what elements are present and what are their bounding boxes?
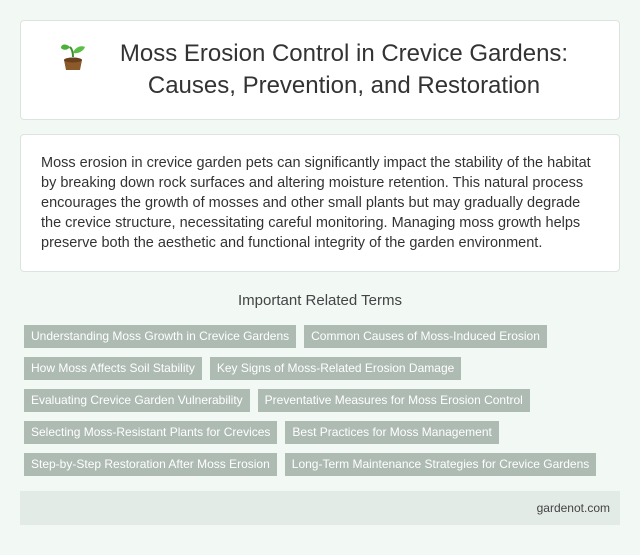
- related-term-tag[interactable]: Step-by-Step Restoration After Moss Erosion: [24, 453, 277, 476]
- page-title: Moss Erosion Control in Crevice Gardens: Causes, Prevention, and Restoration: [119, 40, 569, 99]
- tag-row: [24, 325, 624, 348]
- tag-row: [24, 389, 624, 412]
- related-term-tag[interactable]: Preventative Measures for Moss Erosion Control: [258, 389, 530, 412]
- title-card: [20, 20, 620, 120]
- tag-row: [24, 357, 624, 380]
- related-term-tag[interactable]: Selecting Moss-Resistant Plants for Crevices: [24, 421, 277, 444]
- tag-row: [24, 453, 624, 476]
- related-term-tag[interactable]: Common Causes of Moss-Induced Erosion: [304, 325, 547, 348]
- description-card: [20, 134, 620, 272]
- related-term-tag[interactable]: Best Practices for Moss Management: [285, 421, 498, 444]
- related-term-tag[interactable]: Key Signs of Moss-Related Erosion Damage: [210, 357, 461, 380]
- related-terms-heading: Important Related Terms: [238, 292, 402, 309]
- sprout-icon: [60, 41, 86, 71]
- related-terms-list: [24, 325, 624, 485]
- title-wrap: [60, 38, 580, 102]
- tag-row: [24, 421, 624, 444]
- description-text: Moss erosion in crevice garden pets can significantly impact the stability of the habitat by breaking down rock surfaces and altering moisture retention. This natural process encourages the growth of mosses and other small plants but may gradually degrade the crevice structure, necessitating careful monitoring. Managing moss growth helps preserve both the aesthetic and functional integrity of the garden environment.: [41, 155, 591, 251]
- footer-site-link[interactable]: gardenot.com: [536, 501, 610, 515]
- related-term-tag[interactable]: Evaluating Crevice Garden Vulnerability: [24, 389, 250, 412]
- related-term-tag[interactable]: Understanding Moss Growth in Crevice Gardens: [24, 325, 296, 348]
- footer: [20, 491, 620, 525]
- related-term-tag[interactable]: How Moss Affects Soil Stability: [24, 357, 202, 380]
- related-term-tag[interactable]: Long-Term Maintenance Strategies for Crevice Gardens: [285, 453, 596, 476]
